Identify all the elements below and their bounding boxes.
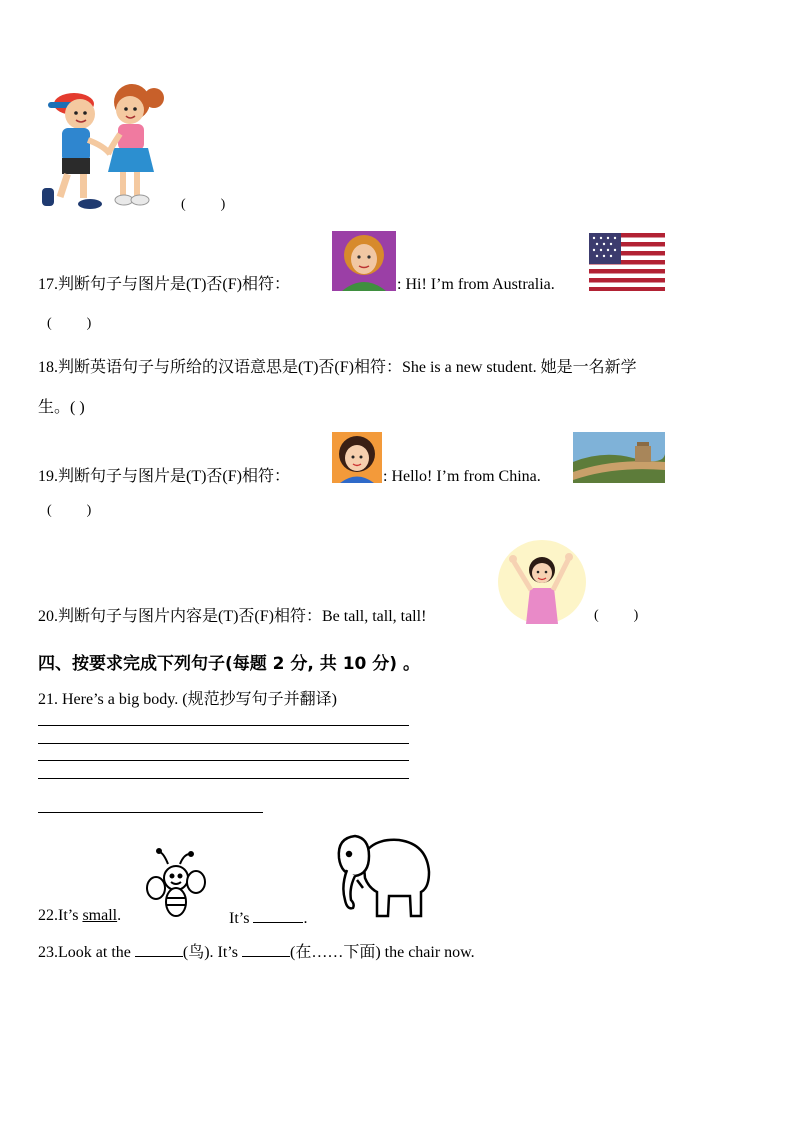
q19-answer-paren: ( ): [47, 503, 92, 518]
q22-line: [38, 906, 121, 926]
q22-underlined-word: small: [82, 907, 118, 924]
q19-sentence: : Hello! I’m from China.: [383, 468, 541, 485]
writing-line-4[interactable]: [38, 778, 409, 779]
q16-answer-paren: ( ): [181, 197, 226, 212]
q22-blank[interactable]: [253, 906, 303, 923]
q17-sentence: : Hi! I’m from Australia.: [397, 276, 555, 293]
q18-line2: 生。( ): [38, 399, 85, 416]
writing-line-3[interactable]: [38, 760, 409, 761]
q22-period: .: [117, 907, 122, 924]
great-wall-image: [573, 432, 665, 483]
q17-answer-paren: ( ): [47, 316, 92, 331]
writing-line-1[interactable]: [38, 725, 409, 726]
q20-answer-paren: ( ): [594, 608, 639, 623]
q20-prompt: 20.判断句子与图片内容是(T)否(F)相符：Be tall, tall, tall!: [38, 608, 427, 625]
girl-portrait-image: [332, 432, 382, 483]
q23-part3: (在……下面) the chair now.: [289, 944, 475, 961]
q23-part2: (鸟). It’s: [182, 944, 242, 961]
q23-part1: 23.Look at the: [38, 944, 135, 961]
q23-blank-2[interactable]: [242, 940, 290, 957]
q17-prompt: 17.判断句子与图片是(T)否(F)相符：: [38, 276, 290, 293]
q23-blank-1[interactable]: [135, 940, 183, 957]
elephant-image: [333, 830, 433, 922]
usa-flag-image: [589, 233, 665, 291]
woman-portrait-image: [332, 231, 396, 291]
bee-image: [146, 848, 206, 920]
q22-second-text: It’s: [229, 910, 250, 927]
q22-second: [229, 906, 307, 929]
section-4-heading: 四、按要求完成下列句子(每题 2 分, 共 10 分) 。: [38, 654, 420, 674]
q22-end: .: [303, 910, 308, 927]
q18-line1: 18.判断英语句子与所给的汉语意思是(T)否(F)相符：She is a new student. 她是一名新学: [38, 359, 637, 376]
writing-line-2[interactable]: [38, 743, 409, 744]
children-holding-hands-image: [38, 80, 172, 212]
q21-instruction: 21. Here’s a big body. (规范抄写句子并翻译): [38, 691, 337, 708]
q19-prompt: 19.判断句子与图片是(T)否(F)相符：: [38, 468, 290, 485]
q23-line: [38, 940, 475, 963]
translation-line[interactable]: [38, 812, 263, 813]
q22-prefix: 22.It’s: [38, 907, 83, 924]
girl-raising-hands-image: [498, 540, 586, 624]
